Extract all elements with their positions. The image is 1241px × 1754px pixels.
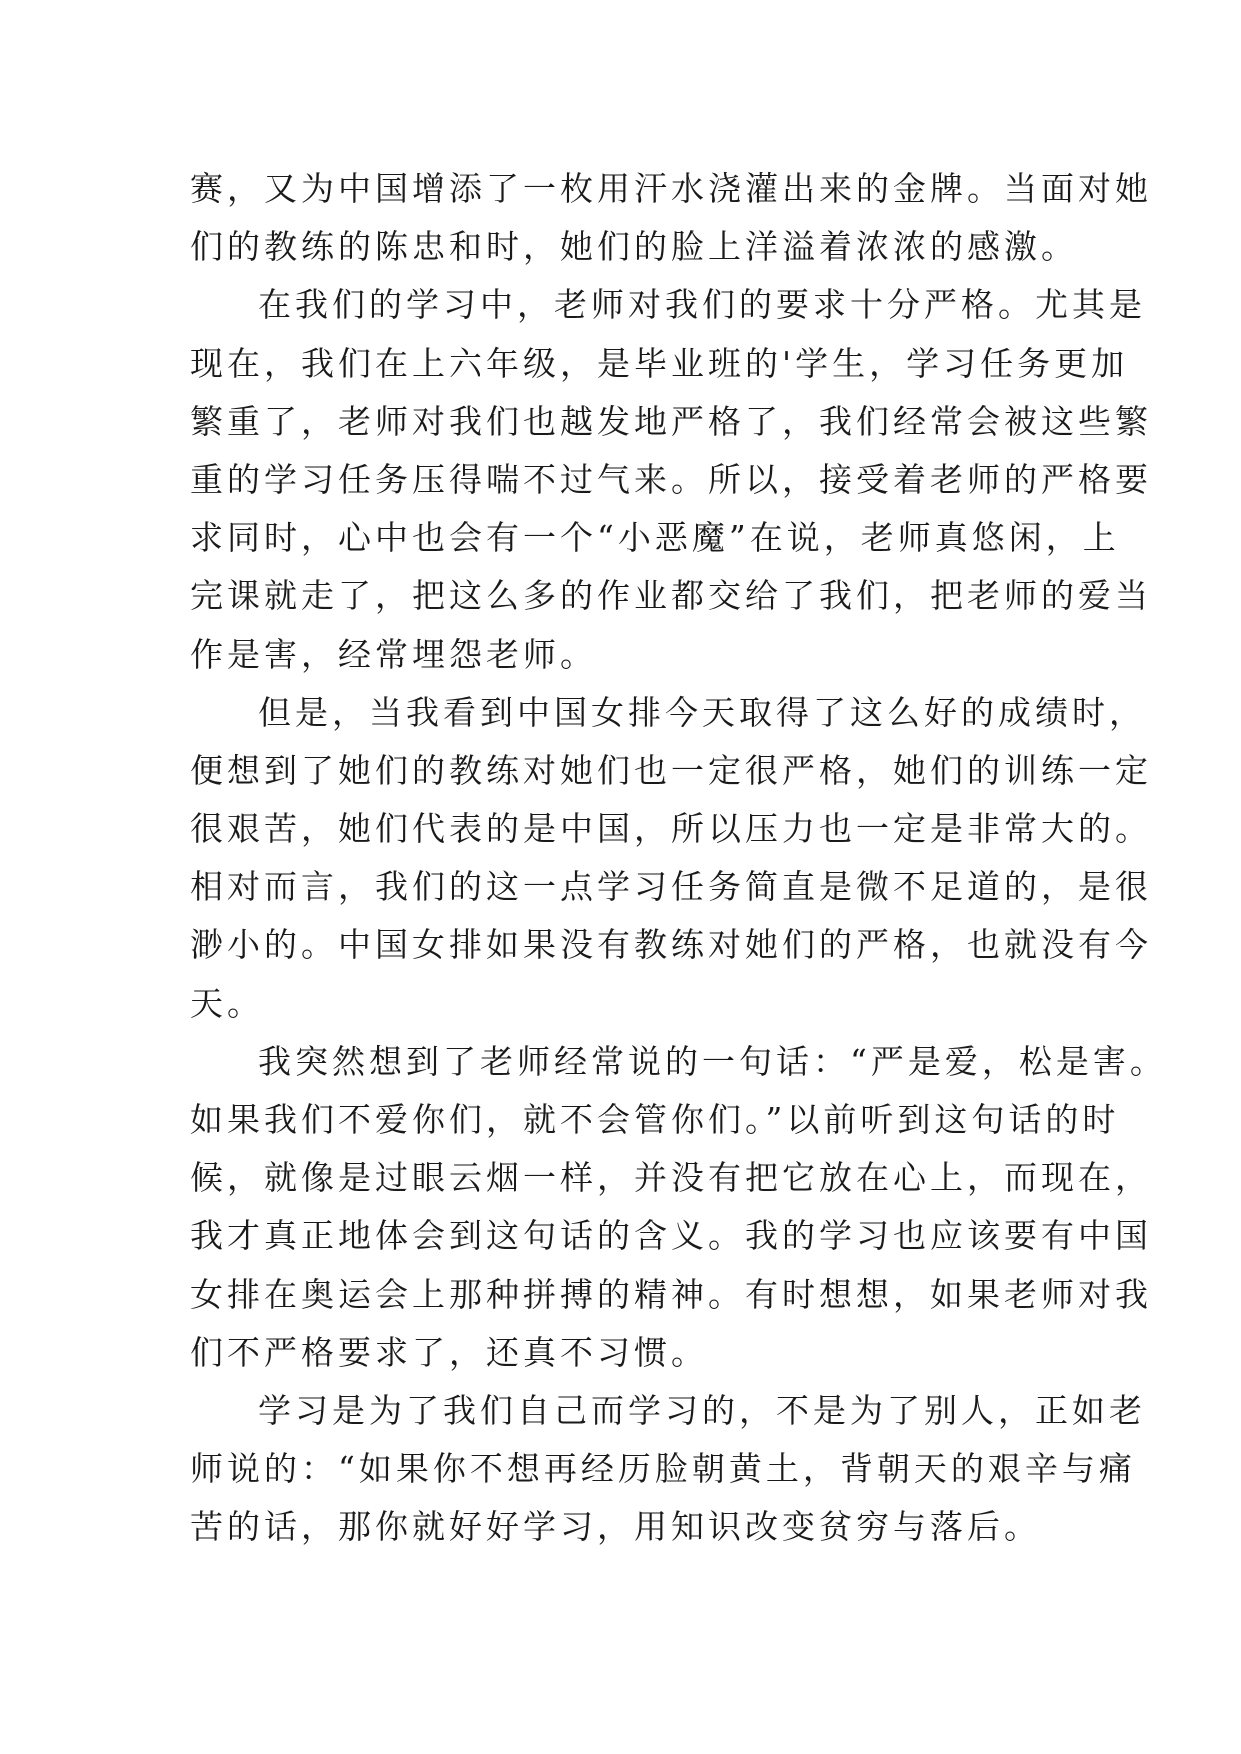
text-line: 作是害，经常埋怨老师。: [190, 634, 597, 674]
text-line: 很艰苦，她们代表的是中国，所以压力也一定是非常大的。: [190, 809, 1152, 849]
paragraph-start-line: 在我们的学习中，老师对我们的要求十分严格。尤其是: [258, 285, 1146, 325]
text-line: 完课就走了，把这么多的作业都交给了我们，把老师的爱当: [190, 576, 1152, 616]
text-line: 们不严格要求了，还真不习惯。: [190, 1332, 708, 1372]
text-line: 我才真正地体会到这句话的含义。我的学习也应该要有中国: [190, 1216, 1152, 1256]
text-line: 候，就像是过眼云烟一样，并没有把它放在心上，而现在，: [190, 1158, 1152, 1198]
text-line: 渺小的。中国女排如果没有教练对她们的严格，也就没有今: [190, 925, 1152, 965]
paragraph-start-line: 我突然想到了老师经常说的一句话：“严是爱，松是害。: [258, 1041, 1167, 1081]
text-line: 赛，又为中国增添了一枚用汗水浇灌出来的金牌。当面对她: [190, 169, 1152, 208]
text-line: 女排在奥运会上那种拼搏的精神。有时想想，如果老师对我: [190, 1274, 1152, 1314]
text-line: 苦的话，那你就好好学习，用知识改变贫穷与落后。: [190, 1507, 1041, 1547]
text-line: 师说的：“如果你不想再经历脸朝黄土，背朝天的艰辛与痛: [190, 1449, 1136, 1489]
document-body: [190, 160, 1167, 1557]
text-line: 如果我们不爱你们，就不会管你们。”以前听到这句话的时: [190, 1100, 1120, 1139]
text-line: 便想到了她们的教练对她们也一定很严格，她们的训练一定: [190, 750, 1152, 790]
text-line: 繁重了，老师对我们也越发地严格了，我们经常会被这些繁: [190, 401, 1152, 441]
text-line: 现在，我们在上六年级，是毕业班的'学生，学习任务更加: [190, 343, 1129, 383]
text-line: 天。: [190, 983, 264, 1023]
paragraph-start-line: 但是，当我看到中国女排今天取得了这么好的成绩时，: [258, 692, 1146, 732]
text-line: 相对而言，我们的这一点学习任务简直是微不足道的，是很: [190, 867, 1152, 907]
text-line: 们的教练的陈忠和时，她们的脸上洋溢着浓浓的感激。: [190, 227, 1078, 267]
paragraph-start-line: 学习是为了我们自己而学习的，不是为了别人，正如老: [258, 1390, 1146, 1430]
text-line: 求同时，心中也会有一个“小恶魔”在说，老师真悠闲，上: [190, 518, 1120, 558]
text-line: 重的学习任务压得喘不过气来。所以，接受着老师的严格要: [190, 459, 1152, 499]
